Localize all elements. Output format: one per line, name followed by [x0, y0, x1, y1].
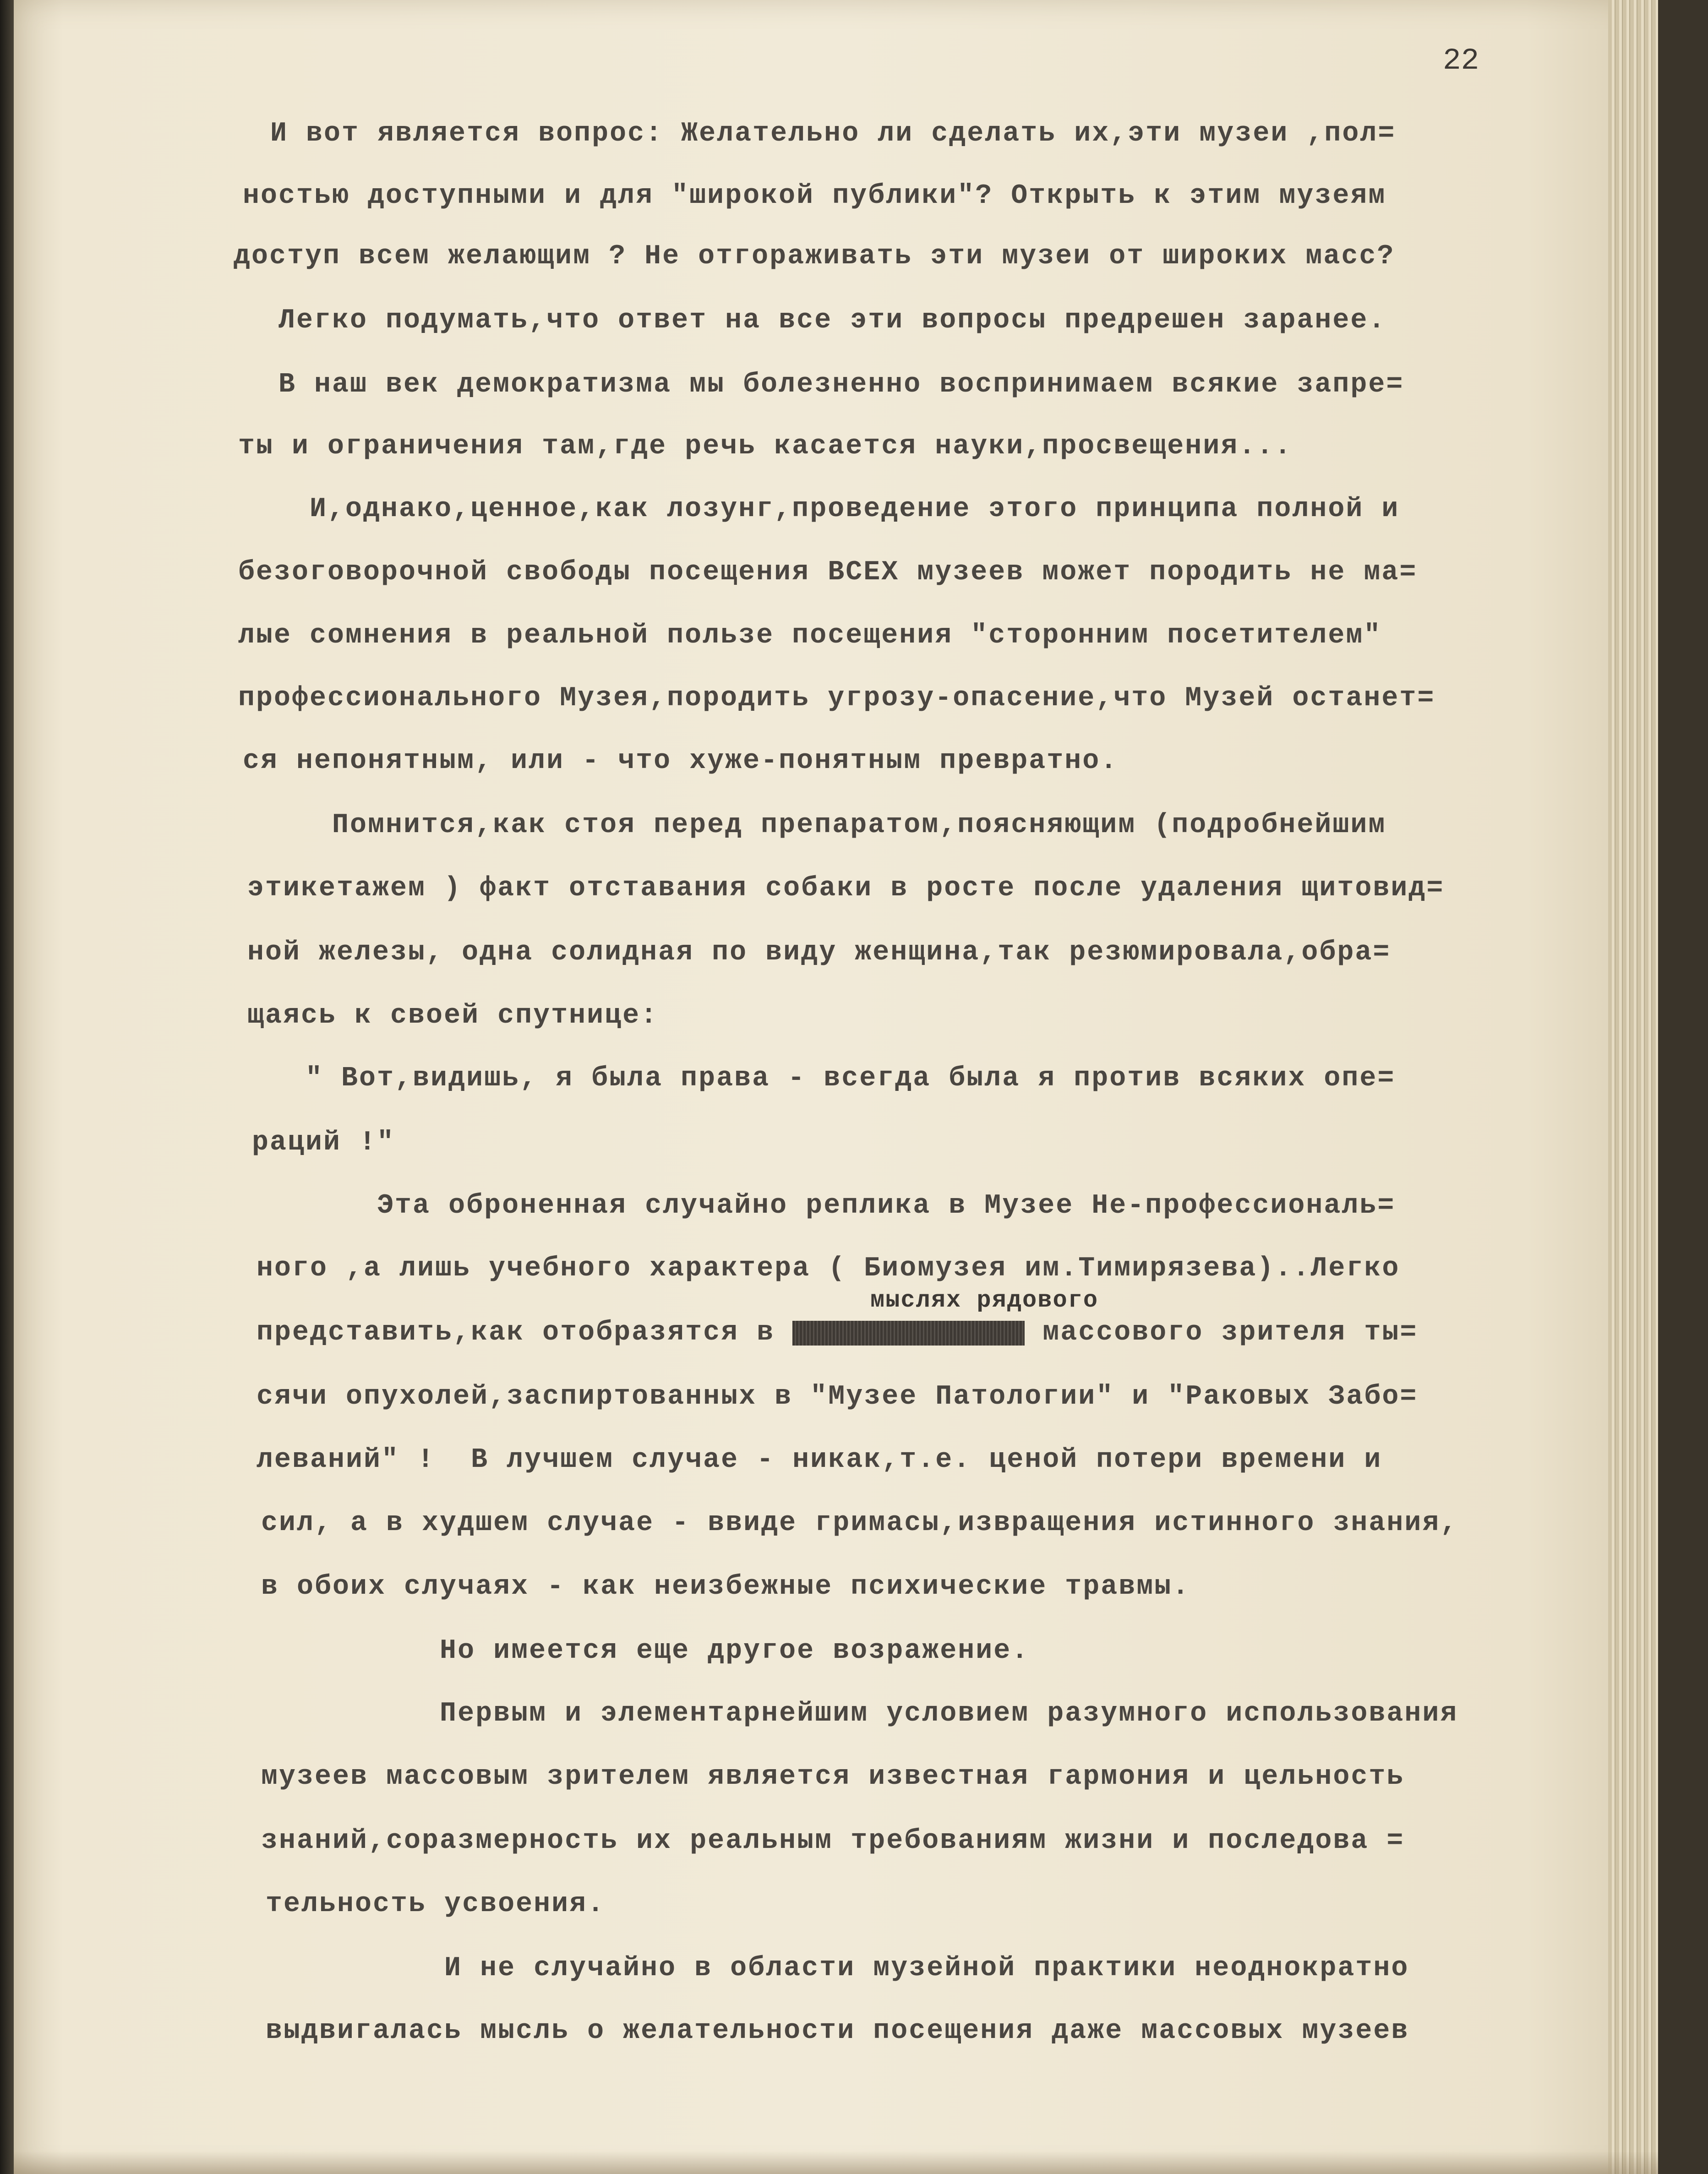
- text-line: сячи опухолей,заспиртованных в "Музее Патологии" и "Раковых Забо=: [256, 1381, 1418, 1412]
- text-line: знаний,соразмерность их реальным требованиям жизни и последова =: [261, 1825, 1405, 1857]
- text-line: безоговорочной свободы посещения ВСЕХ музеев может породить не ма=: [238, 557, 1418, 588]
- text-line: ной железы, одна солидная по виду женщина,так резюмировала,обра=: [247, 937, 1391, 968]
- text-line: ся непонятным, или - что хуже-понятным превратно.: [243, 746, 1119, 777]
- text-line: леваний" ! В лучшем случае - никак,т.е. ценой потери времени и: [256, 1444, 1382, 1476]
- typewritten-page: [14, 0, 1658, 2174]
- text-line: тельность усвоения.: [266, 1889, 606, 1920]
- text-line: ты и ограничения там,где речь касается науки,просвещения...: [238, 431, 1293, 462]
- text-line: ного ,а лишь учебного характера ( Биомузея им.Тимирязева)..Легко: [256, 1253, 1400, 1284]
- text-line: И,однако,ценное,как лозунг,проведение этого принципа полной и: [238, 494, 1400, 525]
- text-line: в обоих случаях - как неизбежные психические травмы.: [261, 1571, 1190, 1602]
- text-before-correction: представить,как отобразятся в: [256, 1317, 793, 1348]
- text-line: раций !": [252, 1127, 395, 1158]
- text-line: профессионального Музея,породить угрозу-опасение,что Музей останет=: [238, 683, 1435, 714]
- text-line: этикетажем ) факт отставания собаки в росте после удаления щитовид=: [247, 873, 1445, 904]
- text-line: сил, а в худшем случае - ввиде гримасы,извращения истинного знания,: [261, 1508, 1458, 1539]
- struck-out-word: [792, 1317, 1025, 1348]
- page-number: 22: [1443, 44, 1479, 78]
- text-after-correction: массового зрителя ты=: [1025, 1317, 1418, 1348]
- text-line: Легко подумать,что ответ на все эти вопросы предрешен заранее.: [243, 305, 1386, 336]
- text-line: лые сомнения в реальной пользе посещения "сторонним посетителем": [238, 620, 1382, 651]
- stacked-page-edges: [1608, 0, 1658, 2174]
- text-line: " Вот,видишь, я была права - всегда была я против всяких опе=: [252, 1063, 1396, 1094]
- text-line: В наш век демократизма мы болезненно воспринимаем всякие запре=: [243, 369, 1404, 400]
- text-line: щаясь к своей спутнице:: [247, 1000, 659, 1031]
- binding-edge: [0, 0, 14, 2174]
- text-line: И не случайно в области музейной практики неоднократно: [266, 1953, 1409, 1984]
- text-line: доступ всем желающим ? Не отгораживать эти музеи от широких масс?: [234, 241, 1395, 272]
- text-line: Помнится,как стоя перед препаратом,поясняющим (подробнейшим: [243, 810, 1386, 841]
- text-line: ностью доступными и для "широкой публики"? Открыть к этим музеям: [243, 180, 1386, 212]
- handwritten-insertion: мыслях рядового: [870, 1287, 1099, 1314]
- text-line: выдвигалась мысль о желательности посещения даже массовых музеев: [266, 2016, 1409, 2047]
- page-bottom-shadow: [14, 2151, 1658, 2174]
- text-line: Эта оброненная случайно реплика в Музее Не-профессиональ=: [252, 1190, 1396, 1221]
- text-line-with-correction: [256, 1319, 1418, 1346]
- text-line: И вот является вопрос: Желательно ли сделать их,эти музеи ,пол=: [270, 118, 1396, 149]
- strike-through-mark: [792, 1321, 1025, 1346]
- text-line: Первым и элементарнейшим условием разумного использования: [261, 1698, 1458, 1729]
- text-line: Но имеется еще другое возражение.: [261, 1635, 1030, 1667]
- text-line: музеев массовым зрителем является известная гармония и цельность: [261, 1761, 1405, 1793]
